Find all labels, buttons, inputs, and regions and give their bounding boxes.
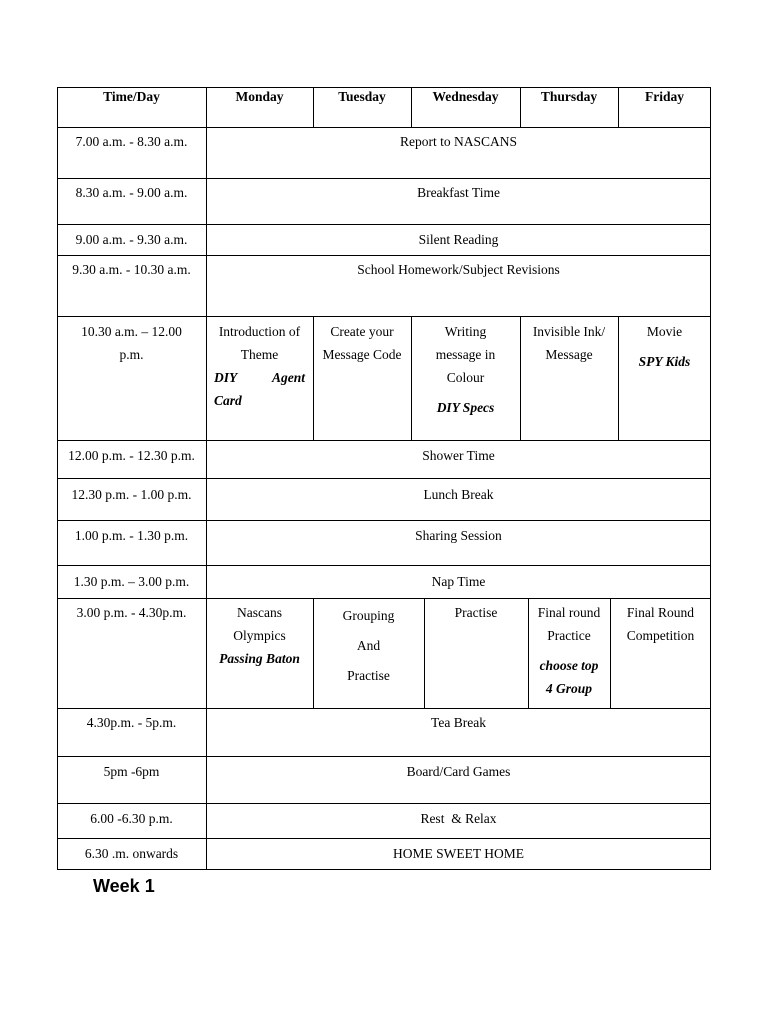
row-divider — [57, 838, 711, 839]
activity-cell: Board/Card Games — [406, 764, 511, 779]
header-tuesday: Tuesday — [338, 89, 386, 104]
activity-cell: Nap Time — [431, 574, 486, 589]
activity-line: Create your — [330, 324, 394, 339]
time-line: 10.30 a.m. – 12.00 — [81, 324, 182, 339]
activity-line: Invisible Ink/ — [532, 324, 606, 339]
table-border — [710, 87, 711, 870]
thursday-activity — [528, 601, 610, 700]
table-border — [57, 87, 58, 870]
monday-activity — [206, 320, 313, 412]
activity-cell: Tea Break — [431, 715, 486, 730]
column-divider — [206, 87, 207, 870]
row-divider — [57, 316, 711, 317]
activity-line: Theme — [240, 347, 279, 362]
time-line: p.m. — [119, 347, 144, 362]
activity-cell: Breakfast Time — [417, 185, 500, 200]
activity-cell: Lunch Break — [423, 487, 494, 502]
activity-bold-line: Card — [214, 393, 242, 408]
time-cell: 5pm -6pm — [103, 764, 160, 779]
time-cell: 12.30 p.m. - 1.00 p.m. — [71, 487, 192, 502]
header-friday: Friday — [645, 89, 684, 104]
row-divider — [57, 598, 711, 599]
time-cell: 4.30p.m. - 5p.m. — [86, 715, 177, 730]
activity-line: And — [356, 638, 381, 653]
activity-line: message in — [435, 347, 496, 362]
activity-cell: Silent Reading — [418, 232, 499, 247]
activity-line: Final Round — [626, 605, 695, 620]
activity-line: Nascans — [237, 605, 282, 620]
monday-activity — [206, 601, 313, 670]
header-thursday: Thursday — [540, 89, 598, 104]
time-cell: 8.30 a.m. - 9.00 a.m. — [75, 185, 188, 200]
header-wednesday: Wednesday — [432, 89, 499, 104]
header-monday: Monday — [235, 89, 284, 104]
activity-bold-line: DIY Specs — [436, 400, 495, 415]
wednesday-activity — [424, 601, 528, 624]
time-cell: 9.00 a.m. - 9.30 a.m. — [75, 232, 188, 247]
row-divider — [57, 520, 711, 521]
time-cell: 1.00 p.m. - 1.30 p.m. — [74, 528, 189, 543]
table-border — [57, 869, 711, 870]
activity-line: Movie — [646, 324, 683, 339]
activity-cell: HOME SWEET HOME — [393, 846, 524, 861]
activity-line: Message Code — [322, 347, 402, 362]
activity-cell: School Homework/Subject Revisions — [357, 262, 560, 277]
activity-bold-line: 4 Group — [545, 681, 593, 696]
week-label: Week 1 — [93, 876, 155, 896]
row-divider — [57, 708, 711, 709]
header-time-day: Time/Day — [103, 89, 160, 104]
wednesday-activity — [411, 320, 520, 419]
activity-line: Practice — [547, 628, 591, 643]
row-divider — [57, 440, 711, 441]
activity-line: Introduction of — [218, 324, 301, 339]
activity-line: Final round — [537, 605, 601, 620]
tuesday-activity — [313, 601, 424, 691]
activity-cell: Report to NASCANS — [399, 134, 517, 149]
row-divider — [57, 127, 711, 128]
row-divider — [57, 756, 711, 757]
time-cell: 6.00 -6.30 p.m. — [90, 811, 173, 826]
activity-bold-line: SPY Kids — [638, 354, 691, 369]
activity-bold-word: DIY — [214, 370, 238, 385]
row-divider — [57, 478, 711, 479]
time-cell: 7.00 a.m. - 8.30 a.m. — [75, 134, 188, 149]
thursday-activity — [520, 320, 618, 366]
time-cell — [57, 320, 206, 366]
row-divider — [57, 565, 711, 566]
activity-line: Practise — [454, 605, 498, 620]
activity-line: Olympics — [233, 628, 286, 643]
time-cell: 6.30 .m. onwards — [84, 846, 179, 861]
activity-cell: Rest & Relax — [420, 811, 497, 826]
activity-line: Grouping — [342, 608, 395, 623]
row-divider — [57, 255, 711, 256]
tuesday-activity — [313, 320, 411, 366]
row-divider — [57, 803, 711, 804]
activity-line: Practise — [347, 668, 390, 683]
activity-bold-word: Agent — [271, 370, 305, 385]
activity-line: Colour — [446, 370, 485, 385]
activity-line: Message — [545, 347, 593, 362]
friday-activity — [618, 320, 711, 373]
activity-bold-line — [214, 366, 305, 389]
friday-activity — [610, 601, 711, 647]
row-divider — [57, 224, 711, 225]
activity-cell: Sharing Session — [415, 528, 502, 543]
activity-bold-line: choose top — [539, 658, 599, 673]
time-cell: 12.00 p.m. - 12.30 p.m. — [68, 448, 195, 463]
activity-bold-line: Passing Baton — [219, 651, 300, 666]
activity-line: Competition — [626, 628, 695, 643]
schedule-table — [57, 87, 711, 870]
time-cell: 3.00 p.m. - 4.30p.m. — [76, 605, 187, 620]
time-cell: 9.30 a.m. - 10.30 a.m. — [72, 262, 191, 277]
time-cell: 1.30 p.m. – 3.00 p.m. — [73, 574, 190, 589]
activity-line: Writing — [444, 324, 487, 339]
activity-cell: Shower Time — [422, 448, 495, 463]
row-divider — [57, 178, 711, 179]
